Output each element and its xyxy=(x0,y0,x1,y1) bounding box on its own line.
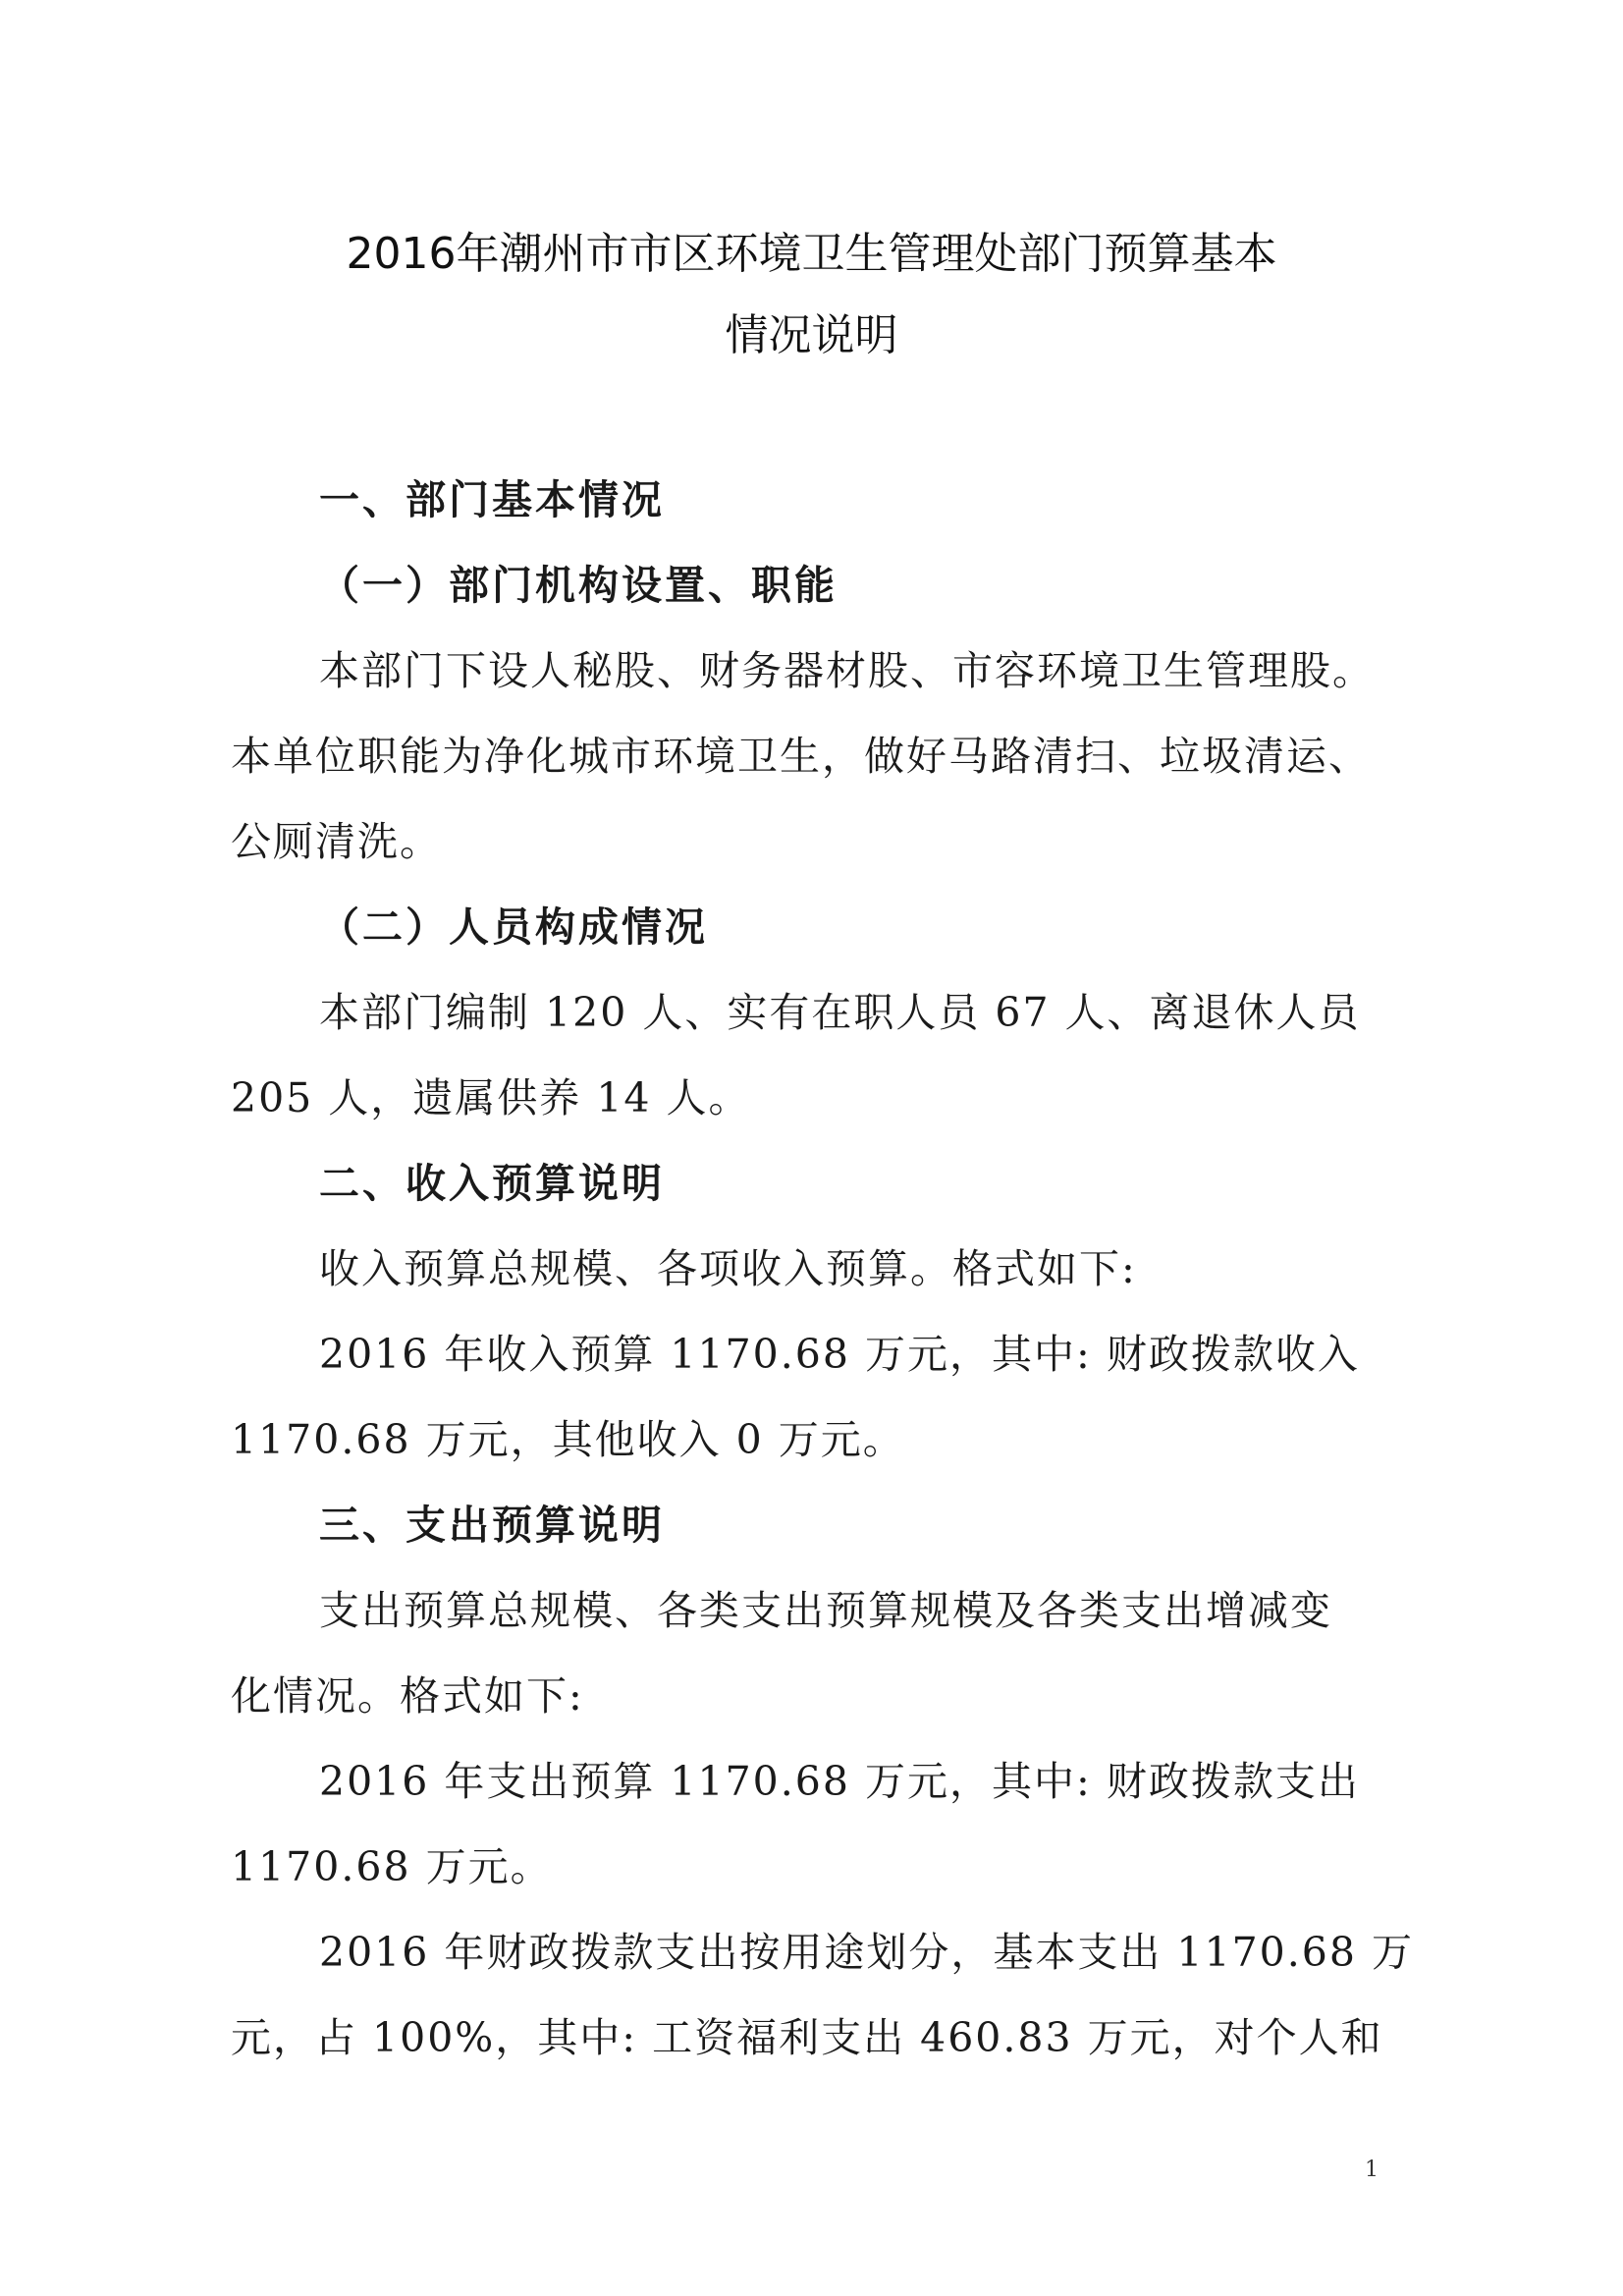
section-1-heading: 一、部门基本情况 xyxy=(319,476,665,523)
paragraph-line: 支出预算总规模、各类支出预算规模及各类支出增减变 xyxy=(319,1587,1332,1634)
section-2-heading: 二、收入预算说明 xyxy=(319,1160,665,1207)
section-1-sub-1-heading: （一）部门机构设置、职能 xyxy=(319,562,838,609)
paragraph-line: 本单位职能为净化城市环境卫生，做好马路清扫、垃圾清运、 xyxy=(231,733,1371,780)
paragraph-line: 公厕清洗。 xyxy=(231,818,442,865)
paragraph-line: 2016 年支出预算 1170.68 万元，其中: 财政拨款支出 xyxy=(319,1758,1360,1805)
paragraph-line: 205 人，遗属供养 14 人。 xyxy=(231,1074,751,1121)
paragraph-line: 元，占 100%，其中: 工资福利支出 460.83 万元，对个人和 xyxy=(231,2014,1383,2061)
paragraph-line: 本部门编制 120 人、实有在职人员 67 人、离退休人员 xyxy=(319,989,1361,1036)
paragraph-line: 化情况。格式如下: xyxy=(231,1672,584,1720)
section-1-sub-2-heading: （二）人员构成情况 xyxy=(319,903,708,951)
paragraph-line: 2016 年收入预算 1170.68 万元，其中: 财政拨款收入 xyxy=(319,1331,1360,1378)
page-number: 1 xyxy=(1365,2158,1379,2182)
section-3-heading: 三、支出预算说明 xyxy=(319,1502,665,1549)
paragraph-line: 1170.68 万元。 xyxy=(231,1843,553,1890)
paragraph-line: 2016 年财政拨款支出按用途划分，基本支出 1170.68 万 xyxy=(319,1929,1414,1976)
paragraph-line: 本部门下设人秘股、财务器材股、市容环境卫生管理股。 xyxy=(319,647,1375,694)
document-title-line-1: 2016年潮州市市区环境卫生管理处部门预算基本 xyxy=(346,229,1277,279)
paragraph-line: 收入预算总规模、各项收入预算。格式如下: xyxy=(319,1245,1137,1292)
paragraph-line: 1170.68 万元，其他收入 0 万元。 xyxy=(231,1416,905,1463)
document-title-line-2: 情况说明 xyxy=(725,310,898,360)
